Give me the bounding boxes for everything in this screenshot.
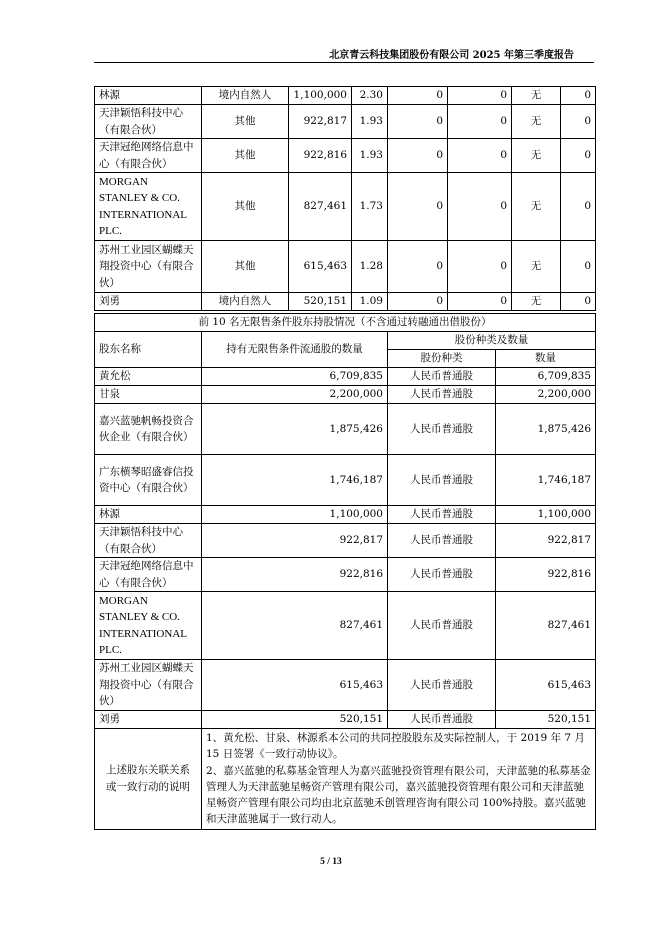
shares-held-cell: 615,463 — [289, 241, 352, 293]
relations-body — [95, 729, 596, 830]
holder-name-cell: 天津颖悟科技中心（有限合伙） — [95, 524, 202, 558]
relations-text-1: 1、黄允松、甘泉、林源系本公司的共同控股股东及实际控制人，于 2019 年 7 月 15 日签署《一致行动协议》。 — [206, 732, 585, 761]
share-quantity-cell: 2,200,000 — [496, 386, 596, 404]
document-header-title: 北京青云科技集团股份有限公司 2025 年第三季度报告 — [329, 50, 574, 61]
lent-shares-cell: 0 — [448, 241, 512, 293]
holder-name-cell: 广东横琴昭盛睿信投资中心（有限合伙） — [95, 455, 202, 506]
unrestricted-shares-cell: 520,151 — [202, 711, 388, 729]
lent-shares-cell: 0 — [448, 105, 512, 139]
share-quantity-cell: 520,151 — [496, 711, 596, 729]
share-ratio-cell: 1.28 — [352, 241, 388, 293]
share-ratio-cell: 1.73 — [352, 173, 388, 241]
unrestricted-shares-cell: 922,816 — [202, 558, 388, 592]
unrestricted-rows — [95, 368, 596, 729]
shares-held-cell: 827,461 — [289, 173, 352, 241]
col-header-quantity: 数量 — [496, 350, 596, 368]
table-row — [95, 711, 596, 729]
holder-name-cell: 黄允松 — [95, 368, 202, 386]
pledge-quantity-cell: 0 — [561, 241, 596, 293]
table-row — [95, 506, 596, 524]
pledge-quantity-cell: 0 — [561, 293, 596, 311]
col-header-unrestricted-shares: 持有无限售条件流通股的数量 — [202, 332, 388, 368]
col-header-share-type-group: 股份种类及数量 — [388, 332, 596, 350]
holder-name-cell: 天津颖悟科技中心（有限合伙） — [95, 105, 202, 139]
table-row — [95, 404, 596, 455]
share-type-cell: 人民币普通股 — [388, 386, 496, 404]
holder-nature-cell: 其他 — [202, 139, 289, 173]
unrestricted-section-title: 前 10 名无限售条件股东持股情况（不含通过转融通出借股份） — [95, 314, 596, 332]
table-row — [95, 139, 596, 173]
table-row — [95, 241, 596, 293]
share-type-cell: 人民币普通股 — [388, 558, 496, 592]
unrestricted-shares-cell: 1,100,000 — [202, 506, 388, 524]
share-type-cell: 人民币普通股 — [388, 711, 496, 729]
holder-name-cell: 天津冠绝网络信息中心（有限合伙） — [95, 139, 202, 173]
shares-held-cell: 922,817 — [289, 105, 352, 139]
shares-held-cell: 1,100,000 — [289, 87, 352, 105]
share-quantity-cell: 922,817 — [496, 524, 596, 558]
share-ratio-cell: 1.93 — [352, 105, 388, 139]
pledge-quantity-cell: 0 — [561, 173, 596, 241]
holder-name-cell: 甘泉 — [95, 386, 202, 404]
unrestricted-shares-cell: 615,463 — [202, 660, 388, 711]
unrestricted-holders-table — [94, 313, 596, 830]
restricted-shares-cell: 0 — [388, 293, 448, 311]
col-header-share-type: 股份种类 — [388, 350, 496, 368]
restricted-shares-cell: 0 — [388, 173, 448, 241]
holder-nature-cell: 境内自然人 — [202, 87, 289, 105]
table-row — [95, 173, 596, 241]
table-row — [95, 293, 596, 311]
share-type-cell: 人民币普通股 — [388, 455, 496, 506]
holder-name-cell: 刘勇 — [95, 293, 202, 311]
shares-held-cell: 922,816 — [289, 139, 352, 173]
holder-nature-cell: 境内自然人 — [202, 293, 289, 311]
pledge-status-cell: 无 — [512, 139, 561, 173]
share-quantity-cell: 6,709,835 — [496, 368, 596, 386]
unrestricted-holders-body — [95, 314, 596, 368]
holder-nature-cell: 其他 — [202, 173, 289, 241]
share-quantity-cell: 1,875,426 — [496, 404, 596, 455]
relations-label: 上述股东关联关系或一致行动的说明 — [95, 729, 202, 830]
table-row — [95, 386, 596, 404]
pledge-quantity-cell: 0 — [561, 139, 596, 173]
lent-shares-cell: 0 — [448, 293, 512, 311]
table-row — [95, 592, 596, 660]
holder-name-cell: 嘉兴蓝驰帆畅投资合伙企业（有限合伙） — [95, 404, 202, 455]
table-row — [95, 87, 596, 105]
pledge-status-cell: 无 — [512, 87, 561, 105]
holder-nature-cell: 其他 — [202, 105, 289, 139]
restricted-shares-cell: 0 — [388, 105, 448, 139]
share-ratio-cell: 2.30 — [352, 87, 388, 105]
share-ratio-cell: 1.93 — [352, 139, 388, 173]
restricted-shares-cell: 0 — [388, 241, 448, 293]
lent-shares-cell: 0 — [448, 87, 512, 105]
share-type-cell: 人民币普通股 — [388, 506, 496, 524]
share-type-cell: 人民币普通股 — [388, 524, 496, 558]
holder-name-cell: 天津冠绝网络信息中心（有限合伙） — [95, 558, 202, 592]
table-row — [95, 558, 596, 592]
share-ratio-cell: 1.09 — [352, 293, 388, 311]
lent-shares-cell: 0 — [448, 173, 512, 241]
pledge-status-cell: 无 — [512, 105, 561, 139]
header-rule — [94, 62, 594, 63]
lent-shares-cell: 0 — [448, 139, 512, 173]
table-row — [95, 455, 596, 506]
holder-nature-cell: 其他 — [202, 241, 289, 293]
share-type-cell: 人民币普通股 — [388, 404, 496, 455]
share-quantity-cell: 827,461 — [496, 592, 596, 660]
unrestricted-shares-cell: 1,875,426 — [202, 404, 388, 455]
holder-name-cell: 苏州工业园区蝴蝶天翔投资中心（有限合伙） — [95, 241, 202, 293]
share-quantity-cell: 1,100,000 — [496, 506, 596, 524]
relations-text-2: 2、嘉兴蓝驰的私募基金管理人为嘉兴蓝驰投资管理有限公司，天津蓝驰的私募基金管理人为天津蓝驰星畅资产管理有限公司，嘉兴蓝驰投资管理有限公司和天津蓝驰星畅资产管理有限公司均由北京蓝驰禾创管理咨询有限公司 100%持股。嘉兴蓝驰和天津蓝驰属于一致行动人。 — [206, 764, 591, 826]
table-row — [95, 368, 596, 386]
holder-name-cell: 刘勇 — [95, 711, 202, 729]
unrestricted-shares-cell: 6,709,835 — [202, 368, 388, 386]
holder-name-cell: 苏州工业园区蝴蝶天翔投资中心（有限合伙） — [95, 660, 202, 711]
holder-name-cell: MORGAN STANLEY & CO. INTERNATIONAL PLC. — [95, 592, 202, 660]
top-holders-table — [94, 86, 596, 311]
pledge-status-cell: 无 — [512, 173, 561, 241]
relations-text — [202, 729, 596, 830]
holder-name-cell: MORGAN STANLEY & CO. INTERNATIONAL PLC. — [95, 173, 202, 241]
unrestricted-shares-cell: 922,817 — [202, 524, 388, 558]
table-row — [95, 105, 596, 139]
holder-name-cell: 林源 — [95, 506, 202, 524]
unrestricted-shares-cell: 1,746,187 — [202, 455, 388, 506]
share-type-cell: 人民币普通股 — [388, 368, 496, 386]
holder-name-cell: 林源 — [95, 87, 202, 105]
pledge-quantity-cell: 0 — [561, 105, 596, 139]
share-quantity-cell: 615,463 — [496, 660, 596, 711]
page-number: 5 / 13 — [320, 857, 342, 867]
restricted-shares-cell: 0 — [388, 87, 448, 105]
unrestricted-shares-cell: 2,200,000 — [202, 386, 388, 404]
table-row — [95, 524, 596, 558]
pledge-status-cell: 无 — [512, 241, 561, 293]
table-row — [95, 660, 596, 711]
share-type-cell: 人民币普通股 — [388, 592, 496, 660]
col-header-holder-name: 股东名称 — [95, 332, 202, 368]
shares-held-cell: 520,151 — [289, 293, 352, 311]
restricted-shares-cell: 0 — [388, 139, 448, 173]
unrestricted-shares-cell: 827,461 — [202, 592, 388, 660]
top-holders-body — [95, 87, 596, 311]
pledge-status-cell: 无 — [512, 293, 561, 311]
share-quantity-cell: 1,746,187 — [496, 455, 596, 506]
share-quantity-cell: 922,816 — [496, 558, 596, 592]
pledge-quantity-cell: 0 — [561, 87, 596, 105]
share-type-cell: 人民币普通股 — [388, 660, 496, 711]
